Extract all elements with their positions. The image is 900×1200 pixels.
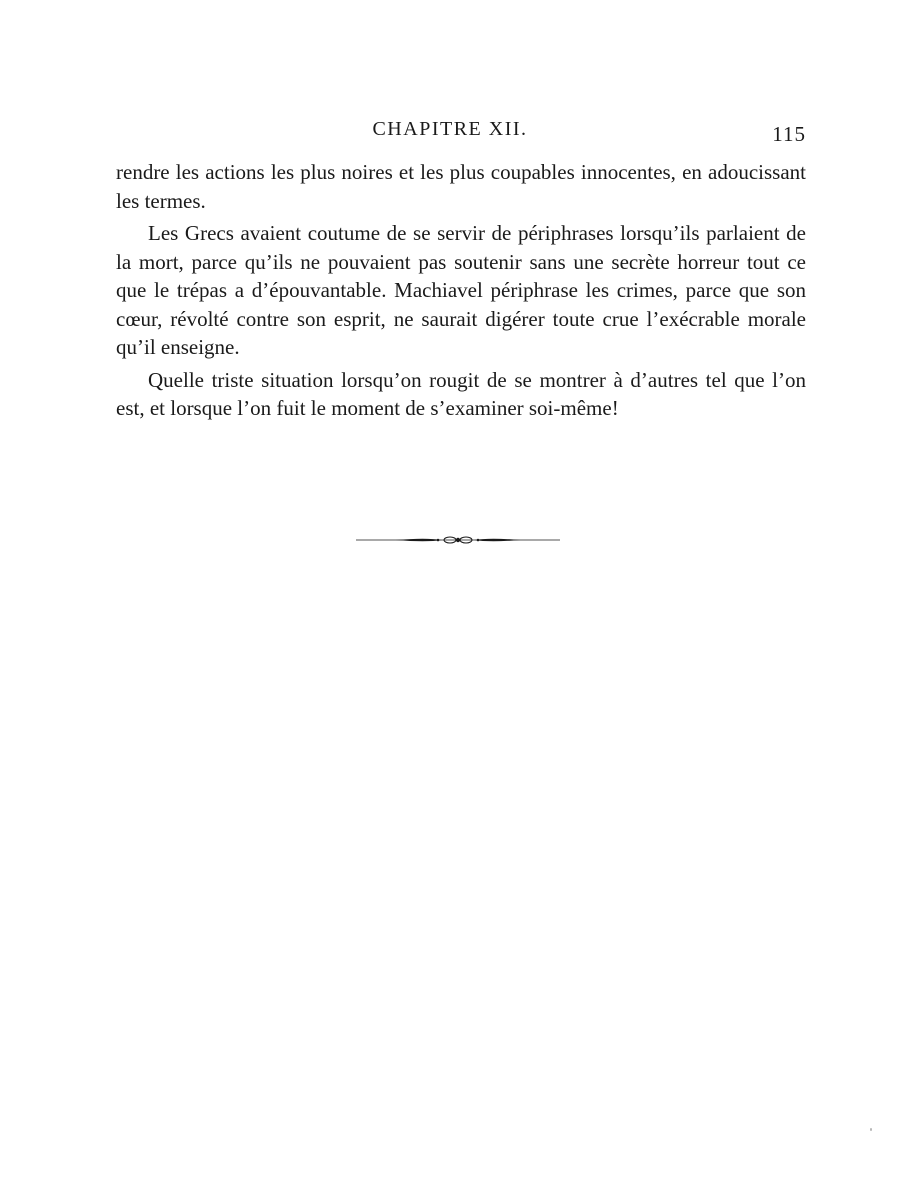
page-number: 115 xyxy=(772,122,806,146)
running-head xyxy=(0,118,900,148)
paper-speck xyxy=(870,1128,872,1131)
tailpiece-ornament-icon xyxy=(356,532,560,548)
body-text xyxy=(116,158,806,427)
paragraph-sad-situation: Quelle triste situation lorsqu’on rougit de se montrer à d’autres tel que l’on est, et lorsque l’on fuit le moment de s’examiner soi-même! xyxy=(116,367,806,420)
paragraph-greeks-periphrasis: Les Grecs avaient coutume de se servir de périphrases lorsqu’ils parlaient de la mort, parce qu’ils ne pouvaient pas soutenir sans une secrète horreur tout ce que le trépas a d’épouvantable. Machiavel périphrase les crimes, parce que son cœur, révolté contre son esprit, ne saurait digérer toute crue l’exécrable morale qu’il enseigne. xyxy=(116,221,806,359)
paragraph-continued: rendre les actions les plus noires et les plus coupables innocentes, en adoucissant les termes. xyxy=(116,160,806,213)
chapter-title: CHAPITRE XII. xyxy=(372,118,528,140)
